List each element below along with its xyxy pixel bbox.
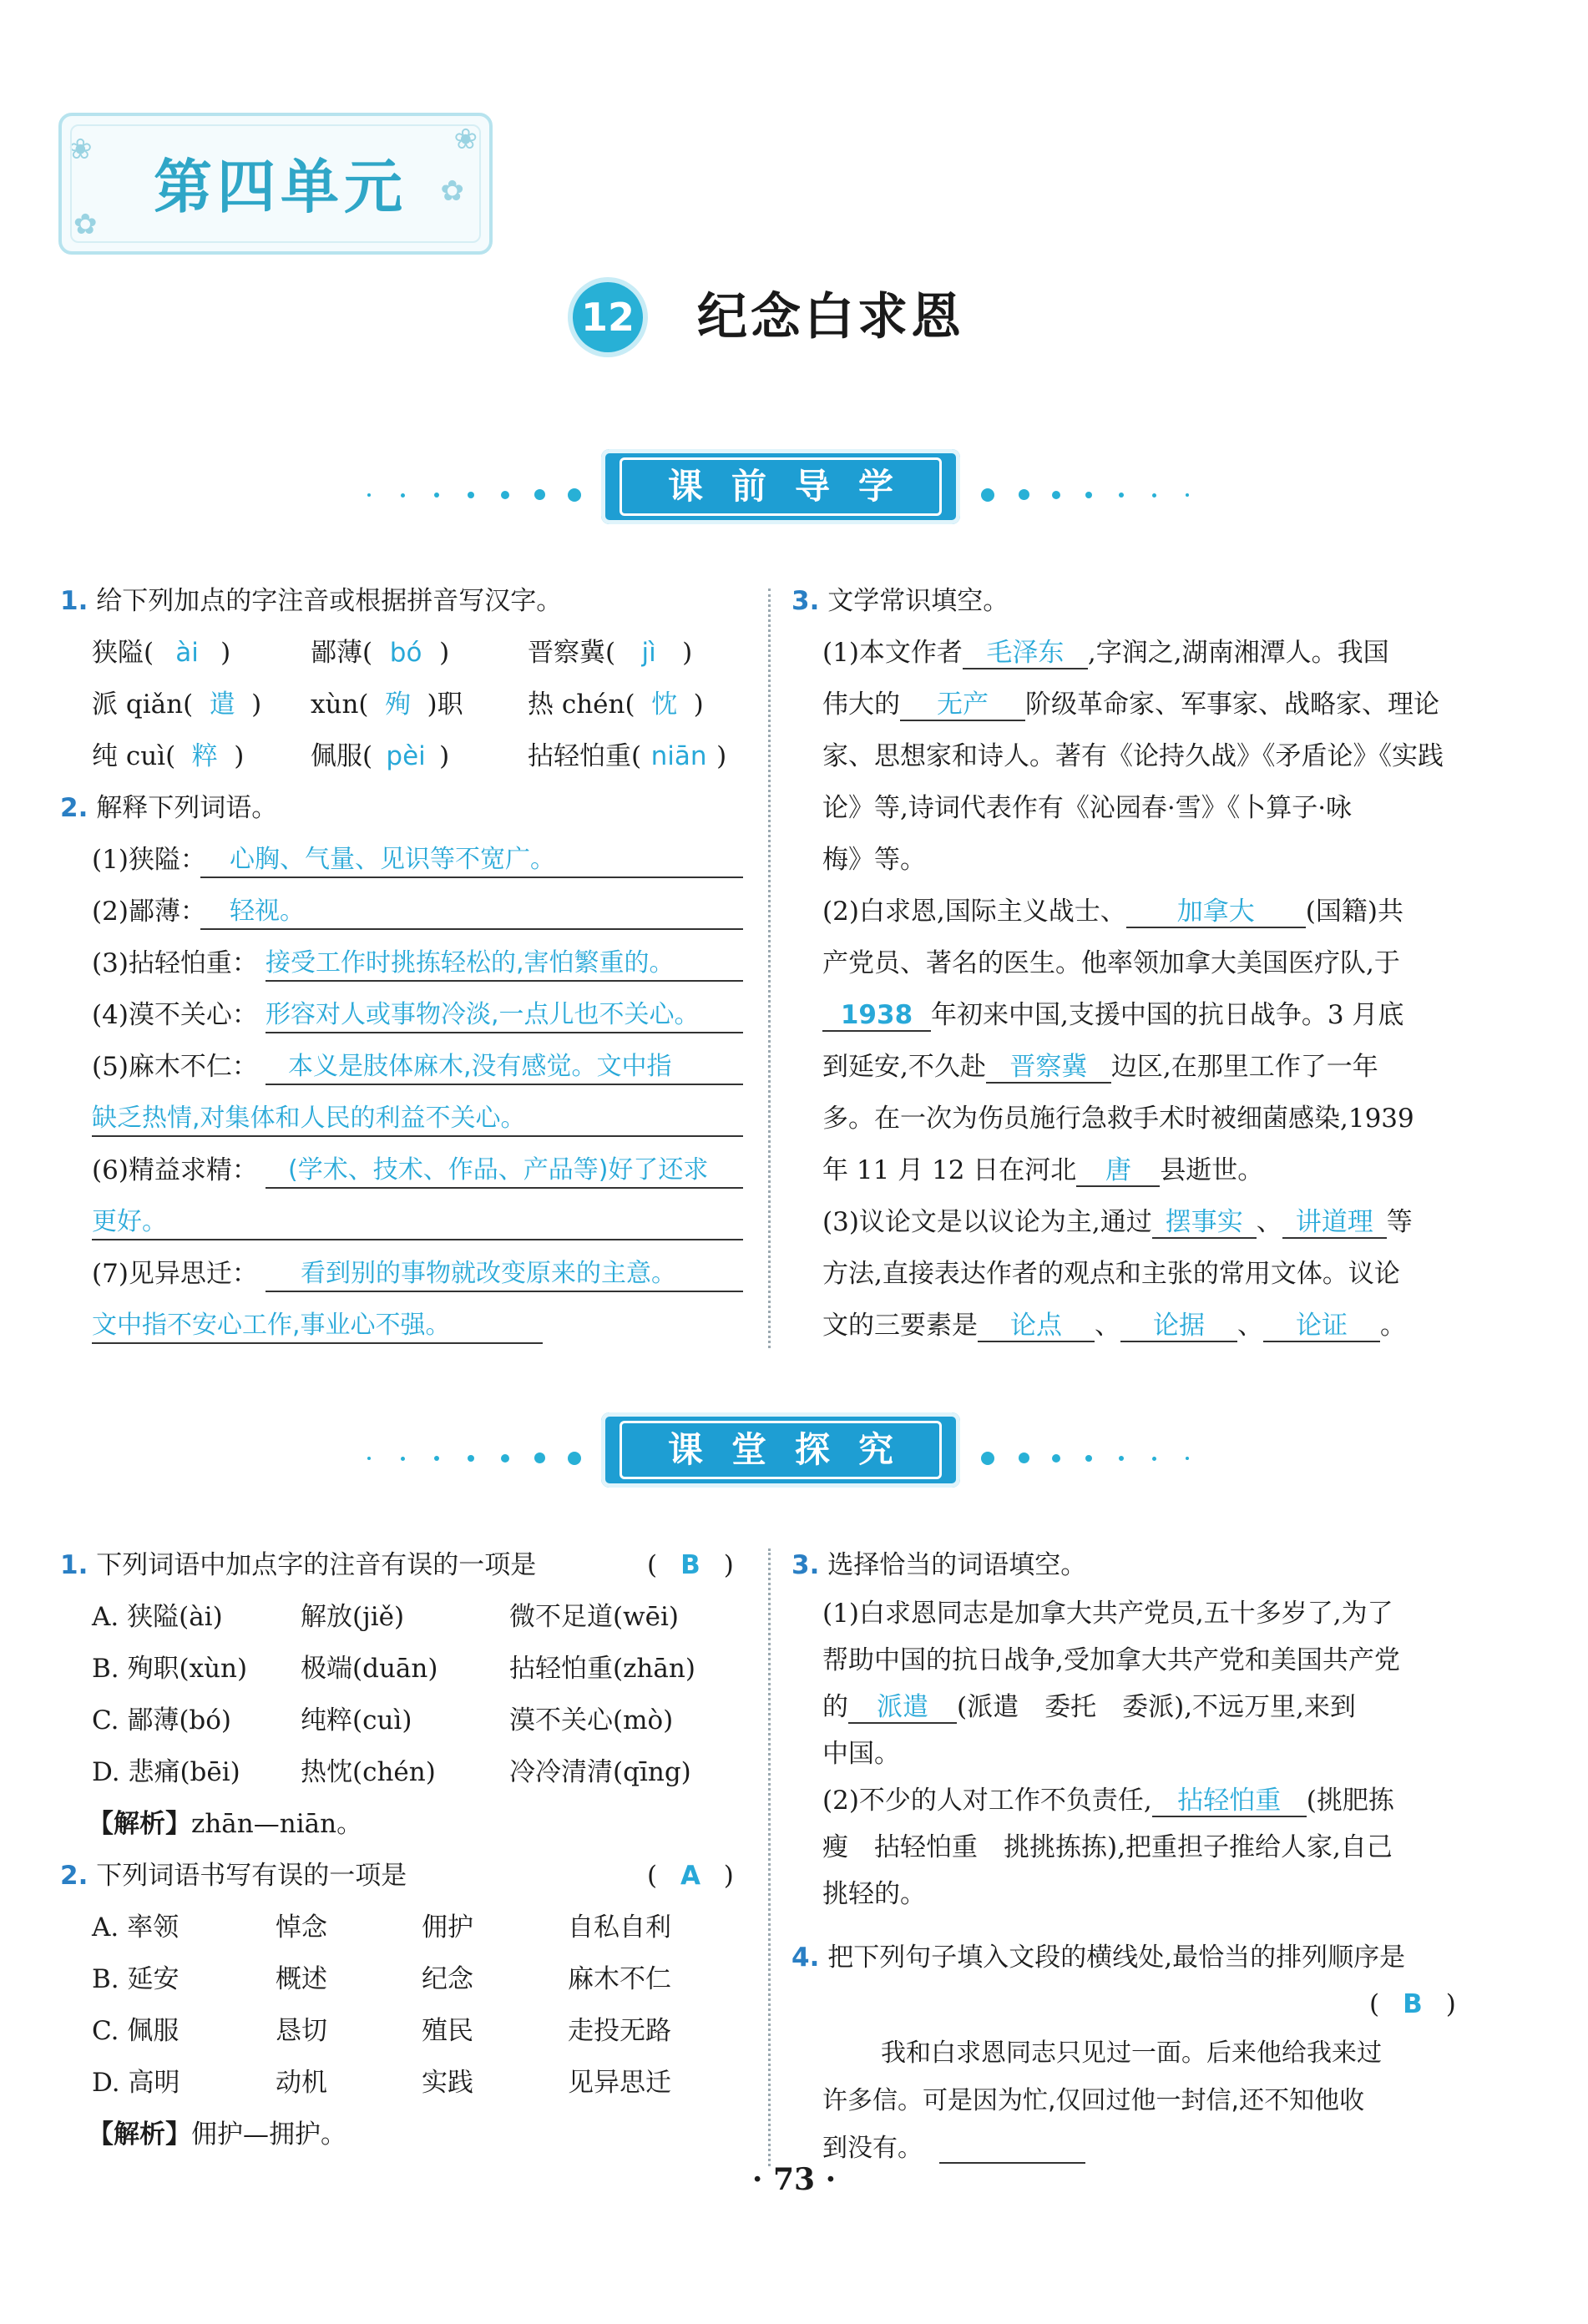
pinyin-item: xùn( 殉 )职	[311, 690, 463, 720]
question-number: 1.	[60, 586, 89, 616]
option-row: D. 高明	[92, 2068, 180, 2098]
reading-passage: 许多信。可是因为忙,仅回过他一封信,还不知他收	[822, 2086, 1365, 2115]
option-row: 麻木不仁	[568, 1964, 671, 1994]
lesson-title: 纪念白求恩	[697, 288, 964, 346]
option-row: 动机	[276, 2068, 327, 2098]
lit-para-3: 文的三要素是 论点 、 论据 、 论证 。	[822, 1311, 1406, 1341]
pre-q1-stem: 1. 给下列加点的字注音或根据拼音写汉字。	[60, 586, 563, 616]
definition-answer: 更好。	[92, 1207, 167, 1236]
option-row: 自私自利	[568, 1912, 671, 1943]
analysis: 【解析】zhān—niān。	[88, 1809, 363, 1839]
lit-para-1: 伟大的 无产 阶级革命家、军事家、战略家、理论	[822, 690, 1439, 720]
column-divider	[768, 1548, 771, 2166]
option-row: B. 延安	[92, 1964, 180, 1994]
fill-para: 挑轻的。	[822, 1879, 926, 1909]
definition-answer: 看到别的事物就改变原来的主意。	[301, 1259, 676, 1288]
option-row: 恳切	[276, 2016, 327, 2046]
pinyin-item: 热 chén( 忱 )	[528, 690, 704, 720]
definition-answer: 轻视。	[230, 897, 305, 926]
answer-line	[200, 928, 743, 930]
lit-para-2: 年 11 月 12 日在河北 唐 县逝世。	[822, 1155, 1264, 1185]
in-q2-answer: ( A )	[647, 1861, 734, 1891]
lit-para-2: (2)白求恩,国际主义战士、 加拿大 (国籍)共	[822, 897, 1403, 927]
pre-q2-stem: 2. 解释下列词语。	[60, 793, 278, 823]
reading-passage: 到没有。	[822, 2134, 923, 2163]
pinyin-item: 纯 cuì( 粹 )	[92, 741, 245, 771]
option-row: 极端(duān)	[301, 1654, 438, 1684]
lit-para-2: 多。在一次为伤员施行急救手术时被细菌感染,1939	[822, 1104, 1414, 1134]
option-row: 热忱(chén)	[301, 1757, 436, 1787]
bamboo-decoration-icon: ✿	[440, 174, 464, 208]
option-row: 漠不关心(mò)	[509, 1705, 674, 1735]
fill-para: 帮助中国的抗日战争,受加拿大共产党和美国共产党	[822, 1645, 1400, 1675]
fill-para: (2)不少的人对工作不负责任, 拈轻怕重 (挑肥拣	[822, 1786, 1394, 1816]
option-row: B. 殉职(xùn)	[92, 1654, 248, 1684]
section-banner-in-class	[359, 1412, 1227, 1496]
unit-badge	[58, 113, 493, 255]
definition-answer: 缺乏热情,对集体和人民的利益不关心。	[92, 1104, 526, 1133]
bamboo-decoration-icon: ❀	[68, 133, 93, 166]
lit-para-1: 家、思想家和诗人。著有《论持久战》《矛盾论》《实践	[822, 741, 1444, 771]
option-row: 见异思迁	[568, 2068, 671, 2098]
pinyin-item: 鄙薄( bó )	[311, 638, 450, 668]
lit-para-2: 产党员、著名的医生。他率领加拿大美国医疗队,于	[822, 948, 1400, 978]
banner-in-class-text: 课堂探究	[620, 1421, 942, 1479]
answer-line	[200, 877, 743, 878]
definition-item: (3)拈轻怕重：	[92, 948, 258, 978]
in-q1-stem: 1. 下列词语中加点字的注音有误的一项是	[60, 1550, 537, 1580]
page-number: · 73 ·	[751, 2162, 837, 2197]
section-banner-pre	[359, 449, 1227, 533]
pinyin-item: 派 qiǎn( 遣 )	[92, 690, 262, 720]
option-row: 佣护	[422, 1912, 473, 1943]
in-q4-stem: 4. 把下列句子填入文段的横线处,最恰当的排列顺序是	[791, 1943, 1406, 1973]
definition-item: (6)精益求精：	[92, 1155, 258, 1185]
option-row: A. 狭隘(ài)	[92, 1602, 223, 1632]
reading-passage: 我和白求恩同志只见过一面。后来他给我来过	[881, 2039, 1382, 2068]
analysis: 【解析】佣护—拥护。	[88, 2119, 346, 2150]
lit-para-3: (3)议论文是以议论为主,通过 摆事实 、 讲道理 等	[822, 1207, 1413, 1237]
option-row: 微不足道(wēi)	[509, 1602, 679, 1632]
definition-item: (4)漠不关心：	[92, 1000, 258, 1030]
lit-para-1: (1)本文作者 毛泽东 ,字润之,湖南湘潭人。我国	[822, 638, 1389, 668]
in-q3-stem: 3. 选择恰当的词语填空。	[791, 1550, 1087, 1580]
fill-para: 中国。	[822, 1739, 900, 1769]
banner-pre-class-text: 课前导学	[620, 457, 942, 516]
pinyin-item: 狭隘( ài )	[92, 638, 231, 668]
pinyin-item: 拈轻怕重( niān )	[528, 741, 727, 771]
lit-para-2: 1938 年初来中国,支援中国的抗日战争。3 月底	[822, 998, 1403, 1032]
definition-answer: 接受工作时挑拣轻松的,害怕繁重的。	[266, 948, 675, 978]
option-row: A. 率领	[92, 1912, 180, 1943]
lit-para-3: 方法,直接表达作者的观点和主张的常用文体。议论	[822, 1259, 1400, 1289]
option-row: 走投无路	[568, 2016, 671, 2046]
option-row: 拈轻怕重(zhān)	[509, 1654, 695, 1684]
option-row: 纪念	[422, 1964, 473, 1994]
option-row: 冷冷清清(qīng)	[509, 1757, 691, 1787]
lit-para-1: 论》等,诗词代表作有《沁园春·雪》《卜算子·咏	[822, 793, 1353, 823]
lit-para-1: 梅》等。	[822, 845, 926, 875]
definition-answer: 本义是肢体麻木,没有感觉。文中指	[288, 1052, 672, 1081]
unit-title: 第四单元	[154, 153, 407, 221]
option-row: 解放(jiě)	[301, 1602, 405, 1632]
in-q1-answer: ( B )	[647, 1550, 734, 1580]
definition-item: (1)狭隘：	[92, 845, 206, 875]
answer-line	[266, 1187, 743, 1189]
column-divider	[768, 589, 771, 1348]
answer-line	[266, 1291, 743, 1292]
in-q2-stem: 2. 下列词语书写有误的一项是	[60, 1861, 407, 1891]
definition-answer: 心胸、气量、见识等不宽广。	[230, 845, 555, 874]
answer-line	[92, 1239, 743, 1240]
fill-para: (1)白求恩同志是加拿大共产党员,五十多岁了,为了	[822, 1599, 1393, 1629]
option-row: C. 鄙薄(bó)	[92, 1705, 232, 1735]
definition-answer: 文中指不安心工作,事业心不强。	[92, 1311, 451, 1340]
answer-line	[266, 1084, 743, 1085]
definition-item: (2)鄙薄：	[92, 897, 206, 927]
bamboo-decoration-icon: ✿	[73, 208, 98, 241]
option-row: 殖民	[422, 2016, 473, 2046]
pinyin-item: 晋察冀( jì )	[528, 638, 693, 668]
answer-line	[266, 1032, 743, 1033]
pre-q3-stem: 3. 文学常识填空。	[791, 586, 1009, 616]
pinyin-item: 佩服( pèi )	[311, 741, 450, 771]
definition-item: (7)见异思迁：	[92, 1259, 258, 1289]
answer-line	[92, 1135, 743, 1137]
option-row: D. 悲痛(bēi)	[92, 1757, 240, 1787]
fill-para: 瘦 拈轻怕重 挑挑拣拣),把重担子推给人家,自己	[822, 1832, 1393, 1862]
option-row: 悼念	[276, 1912, 327, 1943]
in-q4-answer: ( B )	[1369, 1989, 1456, 2019]
option-row: 实践	[422, 2068, 473, 2098]
definition-answer: (学术、技术、作品、产品等)好了还求	[288, 1155, 709, 1185]
definition-answer: 形容对人或事物冷淡,一点儿也不关心。	[266, 1000, 700, 1029]
definition-item: (5)麻木不仁：	[92, 1052, 258, 1082]
option-row: C. 佩服	[92, 2016, 180, 2046]
answer-line	[266, 980, 743, 982]
bamboo-decoration-icon: ❀	[453, 123, 478, 156]
lesson-number: 12	[573, 282, 643, 352]
banner-in-class	[601, 1412, 960, 1488]
fill-para: 的 派遣 (派遣 委托 委派),不远万里,来到	[822, 1692, 1356, 1722]
banner-pre-class	[601, 449, 960, 524]
answer-line	[92, 1342, 543, 1344]
option-row: 概述	[276, 1964, 327, 1994]
option-row: 纯粹(cuì)	[301, 1705, 412, 1735]
lit-para-2: 到延安,不久赴 晋察冀 边区,在那里工作了一年	[822, 1052, 1378, 1082]
